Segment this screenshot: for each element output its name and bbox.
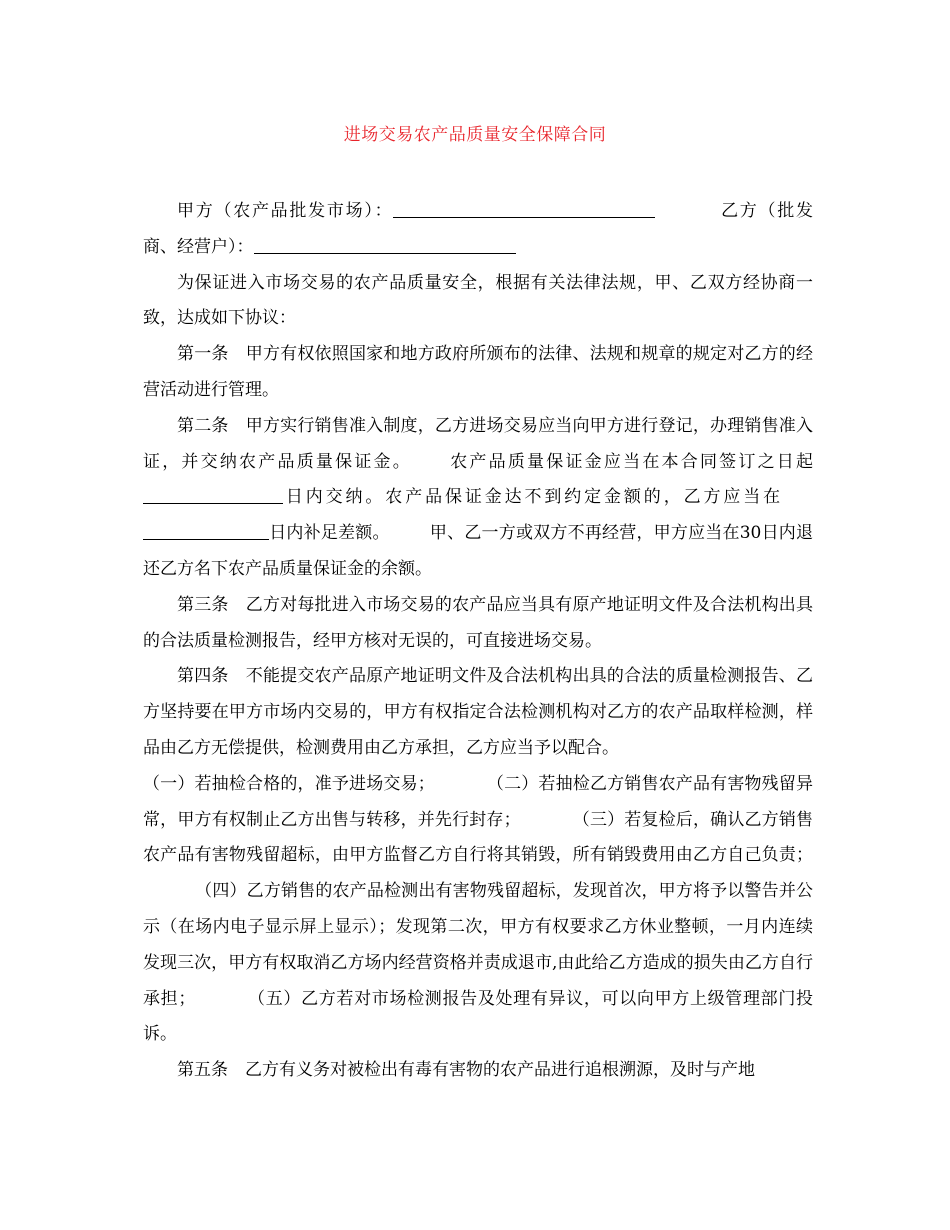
deposit-days-blank (143, 486, 283, 505)
party-b-label-1: 乙方（批发 (719, 201, 814, 221)
article-2-part-a: 第二条 甲方实行销售准入制度，乙方进场交易应当向甲方进行登记，办理销售准入证，并交纳农产品质量保证金。 (143, 415, 813, 472)
party-a-label: 甲方（农产品批发市场）： (177, 201, 394, 221)
article-2-part-e: 甲、乙一方或双方不再经营，甲方应当在30日内退还乙方名下农产品质量保证金的余额。 (143, 523, 813, 579)
item-3: （三）若复检后，确认乙方销售农产品有害物残留超标，由甲方监督乙方自行将其销毁，所有销毁费用由乙方自己负责； (143, 809, 814, 866)
parties-paragraph (143, 194, 813, 266)
party-b-label-2: 商、经营户）： (143, 236, 254, 257)
article-2 (143, 409, 813, 588)
document-body (143, 194, 813, 1089)
item-4: （四）乙方销售的农产品检测出有害物残留超标，发现首次，甲方将予以警告并公示（在场内电子显示屏上显示）；发现第二次，甲方有权要求乙方休业整顿，一月内连续发现三次，甲方有权取消乙方场内经营资格并责成退市,由此给乙方造成的损失由乙方自行承担； (143, 881, 813, 1009)
article-5: 第五条 乙方有义务对被检出有毒有害物的农产品进行追根溯源，及时与产地 (177, 1060, 755, 1081)
item-1: （一）若抽检合格的，准予进场交易； (143, 773, 435, 794)
article-2-part-d: 日内补足差额。 (269, 523, 390, 544)
document-title: 进场交易农产品质量安全保障合同 (343, 125, 607, 145)
article-4: 第四条 不能提交农产品原产地证明文件及合法机构出具的合法的质量检测报告、乙方坚持要在甲方市场内交易的，甲方有权指定合法检测机构对乙方的农产品取样检测，样品由乙方无偿提供，检测费用由乙方承担，乙方应当予以配合。 (143, 666, 813, 758)
party-b-blank (254, 235, 516, 254)
item-2: （二）若抽检乙方销售农产品有害物残留异常，甲方有权制止乙方出售与转移，并先行封存； (143, 773, 814, 830)
article-2-part-c: 日内交纳。农产品保证金达不到约定金额的，乙方应当在 (283, 487, 783, 508)
item-5: （五）乙方若对市场检测报告及处理有异议，可以向甲方上级管理部门投诉。 (143, 988, 814, 1045)
article-3: 第三条 乙方对每批进入市场交易的农产品应当具有原产地证明文件及合法机构出具的合法质量检测报告，经甲方核对无误的，可直接进场交易。 (143, 594, 813, 651)
party-a-blank (393, 199, 655, 218)
article-2-part-b: 农产品质量保证金应当在本合同签订之日起 (447, 451, 814, 472)
intro-paragraph: 为保证进入市场交易的农产品质量安全，根据有关法律法规，甲、乙双方经协商一致，达成如下协议： (143, 272, 813, 329)
article-4-items (143, 767, 813, 1053)
makeup-days-blank (143, 521, 269, 540)
article-1: 第一条 甲方有权依照国家和地方政府所颁布的法律、法规和规章的规定对乙方的经营活动进行管理。 (143, 344, 813, 400)
